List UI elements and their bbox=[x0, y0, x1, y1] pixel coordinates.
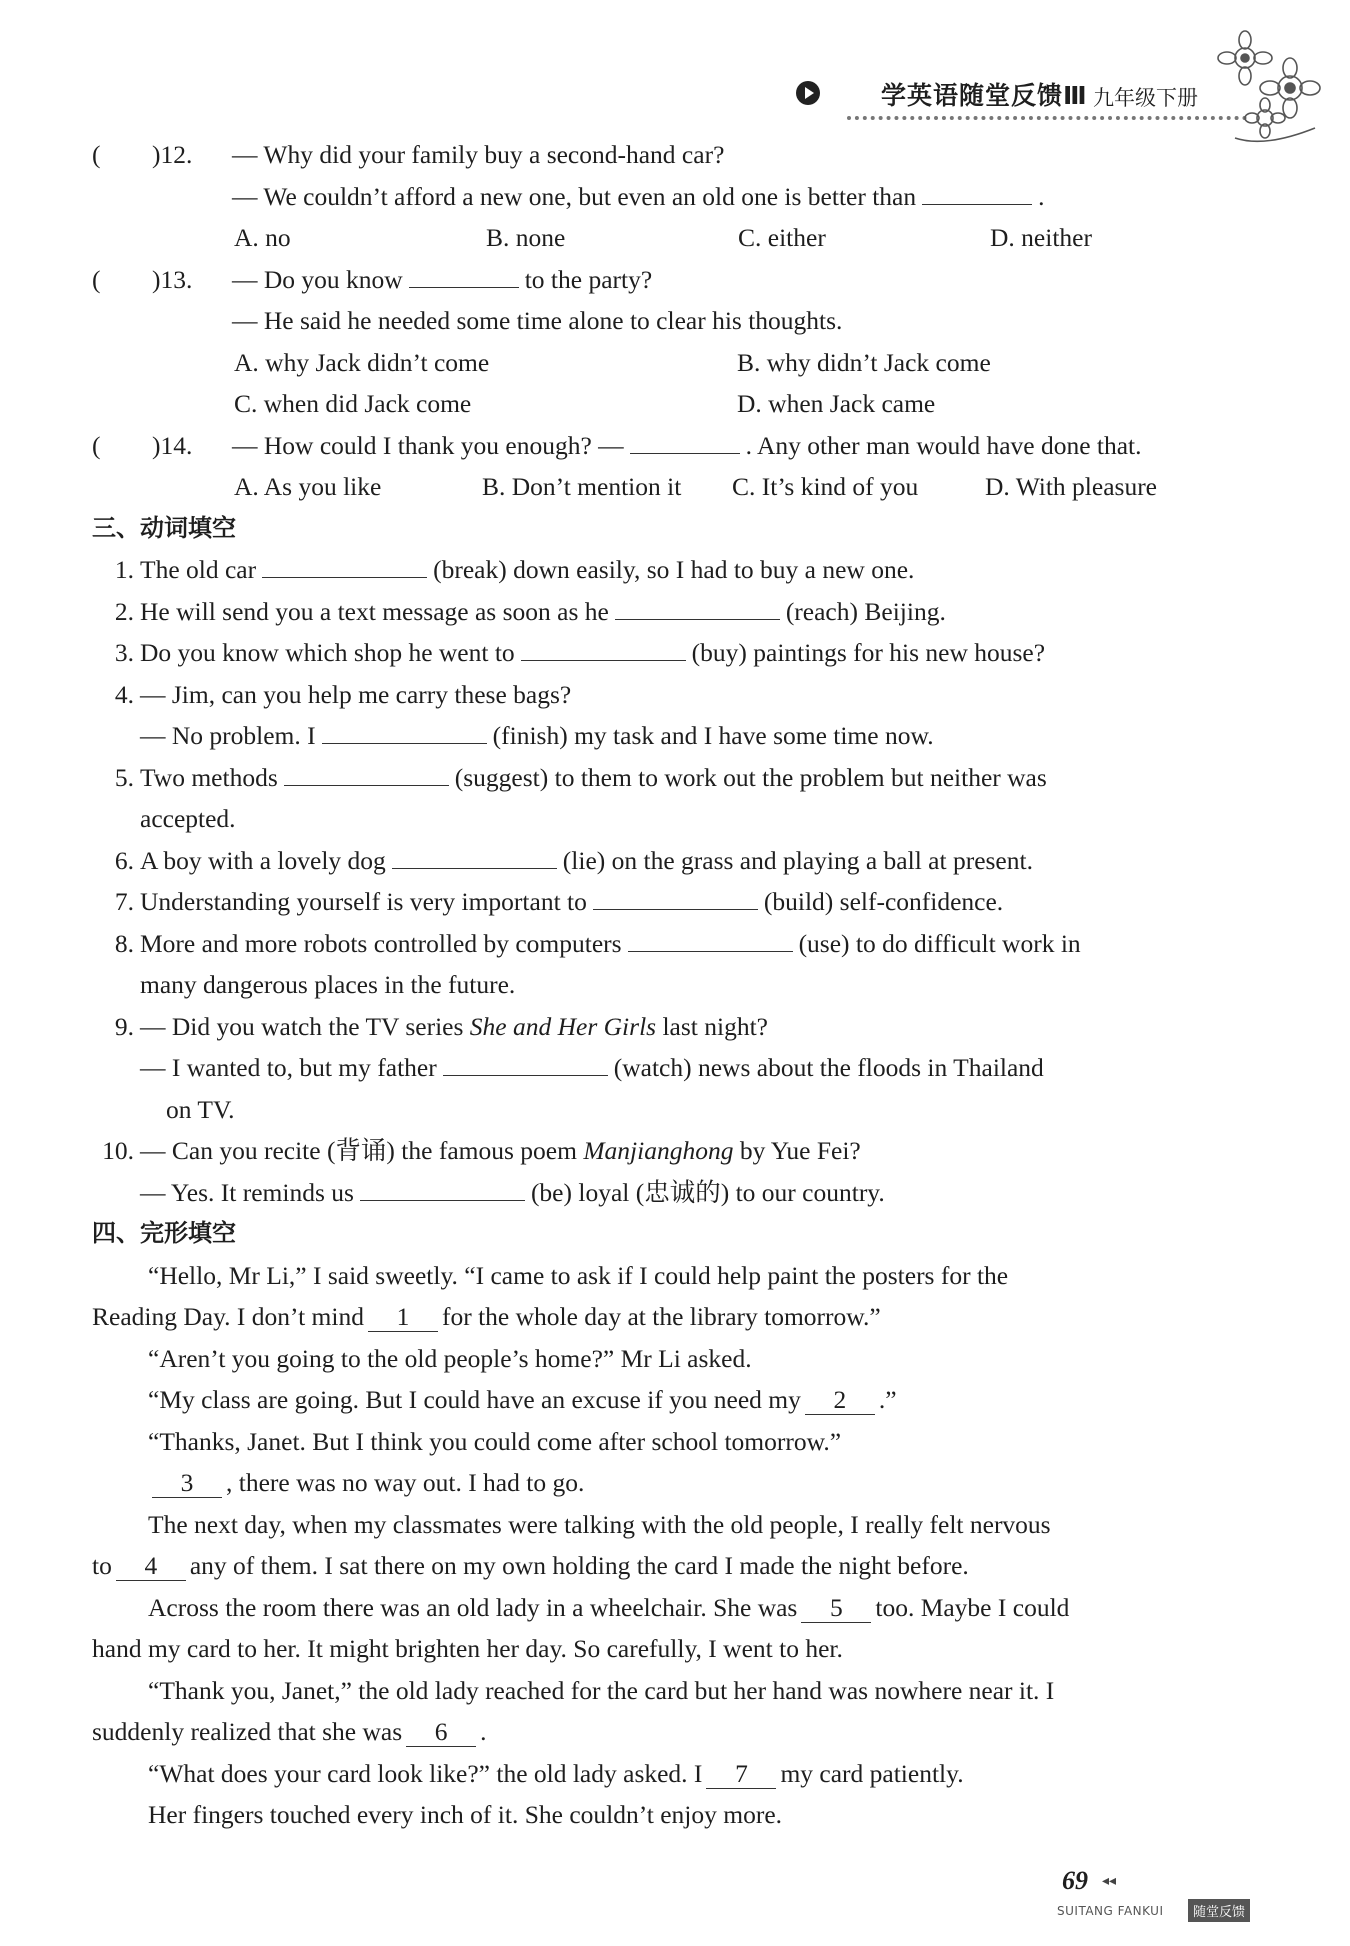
cloze-para-1-line2: Reading Day. I don’t mind 1 for the whole day at the library tomorrow.” bbox=[92, 1302, 881, 1331]
verb-item-8-line2: many dangerous places in the future. bbox=[140, 970, 516, 999]
option-a[interactable]: A. no bbox=[234, 223, 291, 252]
section-3-title: 三、动词填空 bbox=[92, 513, 236, 542]
cloze-para-7: Across the room there was an old lady in a wheelchair. She was 5 too. Maybe I could bbox=[148, 1592, 1070, 1622]
cloze-gap-3[interactable]: 3 bbox=[152, 1469, 222, 1498]
option-c[interactable]: C. either bbox=[738, 223, 826, 252]
verb-item-7: 7. Understanding yourself is very important to (build) self-confidence. bbox=[114, 887, 1004, 916]
question-number: )13. bbox=[152, 264, 193, 294]
verb-item-4-line2: — No problem. I (finish) my task and I have some time now. bbox=[140, 721, 934, 750]
answer-blank[interactable] bbox=[521, 638, 686, 661]
page-header bbox=[795, 76, 1265, 126]
question-13-options-row1 bbox=[92, 342, 1260, 384]
book-title: 学英语随堂反馈Ⅲ bbox=[881, 81, 1088, 110]
question-12-options bbox=[92, 217, 1260, 259]
question-14: ( )14. — How could I thank you enough? — . Any other man would have done that. bbox=[92, 425, 1260, 467]
cloze-gap-6[interactable]: 6 bbox=[406, 1718, 476, 1747]
verb-item-8: 8. More and more robots controlled by computers (use) to do difficult work in bbox=[114, 928, 1081, 958]
answer-blank[interactable] bbox=[360, 1178, 525, 1201]
verb-item-9-line3: on TV. bbox=[166, 1094, 235, 1124]
cloze-para-6: The next day, when my classmates were talking with the old people, I really felt nervous bbox=[148, 1509, 1051, 1539]
double-arrow-icon: ◂◂ bbox=[1102, 1874, 1117, 1889]
question-13-options-row2 bbox=[92, 383, 1260, 425]
verb-item-9-line2: — I wanted to, but my father (watch) news about the floods in Thailand bbox=[140, 1053, 1044, 1082]
header-dotted-line bbox=[847, 116, 1247, 120]
option-b[interactable]: B. Don’t mention it bbox=[482, 472, 682, 501]
verb-item-4: 4. — Jim, can you help me carry these bags? bbox=[114, 679, 572, 709]
question-number: )14. bbox=[152, 430, 193, 460]
cloze-gap-4[interactable]: 4 bbox=[116, 1552, 186, 1581]
cloze-para-9: “What does your card look like?” the old lady asked. I 7 my card patiently. bbox=[148, 1758, 964, 1788]
verb-item-10: 10. — Can you recite (背诵) the famous poem Manjianghong by Yue Fei? bbox=[102, 1136, 861, 1165]
verb-item-6: 6. A boy with a lovely dog (lie) on the grass and playing a ball at present. bbox=[114, 845, 1033, 875]
option-b[interactable]: B. why didn’t Jack come bbox=[737, 347, 991, 377]
verb-item-5-line2: accepted. bbox=[140, 804, 236, 833]
verb-item-5: 5. Two methods (suggest) to them to work out the problem but neither was bbox=[114, 762, 1047, 792]
play-icon bbox=[795, 80, 821, 106]
answer-blank[interactable] bbox=[262, 555, 427, 578]
book-grade: 九年级下册 bbox=[1093, 86, 1198, 110]
cloze-para-6-line2: to 4 any of them. I sat there on my own holding the card I made the night before. bbox=[92, 1551, 969, 1580]
option-d[interactable]: D. With pleasure bbox=[985, 472, 1158, 501]
cloze-gap-5[interactable]: 5 bbox=[801, 1594, 871, 1623]
option-c[interactable]: C. It’s kind of you bbox=[732, 472, 919, 501]
option-a[interactable]: A. why Jack didn’t come bbox=[234, 347, 490, 377]
footer-tag: 随堂反馈 bbox=[1188, 1899, 1250, 1922]
answer-blank[interactable] bbox=[409, 265, 519, 288]
page-number: 69 bbox=[1062, 1866, 1088, 1895]
question-12-line2: — We couldn’t afford a new one, but even an old one is better than . bbox=[232, 181, 1045, 211]
answer-blank[interactable] bbox=[284, 763, 449, 786]
cloze-para-1: “Hello, Mr Li,” I said sweetly. “I came to ask if I could help paint the posters for the bbox=[148, 1260, 1009, 1290]
verb-item-2: 2. He will send you a text message as soon as he (reach) Beijing. bbox=[114, 596, 946, 626]
verb-item-9: 9. — Did you watch the TV series She and Her Girls last night? bbox=[114, 1011, 768, 1041]
question-13: ( )13. — Do you know to the party? bbox=[92, 259, 1260, 301]
answer-blank[interactable] bbox=[922, 182, 1032, 205]
verb-item-10-line2: — Yes. It reminds us (be) loyal (忠诚的) to our country. bbox=[140, 1177, 885, 1207]
question-number: )12. bbox=[152, 140, 193, 169]
answer-blank[interactable] bbox=[322, 721, 487, 744]
answer-blank[interactable] bbox=[630, 431, 740, 454]
cloze-para-4: “Thanks, Janet. But I think you could come after school tomorrow.” bbox=[148, 1426, 842, 1456]
option-d[interactable]: D. when Jack came bbox=[737, 389, 936, 418]
answer-blank[interactable] bbox=[392, 846, 557, 869]
question-14-options bbox=[92, 466, 1260, 508]
answer-blank[interactable] bbox=[593, 887, 758, 910]
cloze-para-3: “My class are going. But I could have an excuse if you need my 2 .” bbox=[148, 1385, 897, 1414]
option-b[interactable]: B. none bbox=[486, 223, 566, 252]
cloze-para-10: Her fingers touched every inch of it. She couldn’t enjoy more. bbox=[148, 1800, 783, 1829]
question-12: ( )12. — Why did your family buy a second-hand car? bbox=[92, 134, 1260, 176]
verb-item-3: 3. Do you know which shop he went to (buy) paintings for his new house? bbox=[114, 638, 1046, 667]
section-4-title: 四、完形填空 bbox=[92, 1219, 236, 1247]
cloze-gap-7[interactable]: 7 bbox=[706, 1760, 776, 1789]
cloze-para-7-line2: hand my card to her. It might brighten her day. So carefully, I went to her. bbox=[92, 1634, 843, 1663]
option-d[interactable]: D. neither bbox=[990, 223, 1092, 252]
option-a[interactable]: A. As you like bbox=[234, 472, 382, 501]
cloze-para-8-line2: suddenly realized that she was 6 . bbox=[92, 1717, 487, 1746]
cloze-para-8: “Thank you, Janet,” the old lady reached for the card but her hand was nowhere near it. I bbox=[148, 1675, 1055, 1705]
answer-blank[interactable] bbox=[628, 929, 793, 952]
option-c[interactable]: C. when did Jack come bbox=[234, 389, 472, 418]
answer-blank[interactable] bbox=[615, 597, 780, 620]
cloze-gap-2[interactable]: 2 bbox=[805, 1386, 875, 1415]
footer-brand: SUITANG FANKUI bbox=[1057, 1904, 1164, 1918]
question-13-line2: — He said he needed some time alone to clear his thoughts. bbox=[232, 306, 843, 335]
cloze-para-5: 3 , there was no way out. I had to go. bbox=[92, 1462, 1260, 1504]
cloze-para-2: “Aren’t you going to the old people’s home?” Mr Li asked. bbox=[148, 1343, 752, 1373]
cloze-gap-1[interactable]: 1 bbox=[368, 1303, 438, 1332]
answer-blank[interactable] bbox=[443, 1053, 608, 1076]
verb-item-1: 1. The old car (break) down easily, so I had to buy a new one. bbox=[114, 555, 915, 584]
page-content bbox=[92, 134, 1260, 1836]
